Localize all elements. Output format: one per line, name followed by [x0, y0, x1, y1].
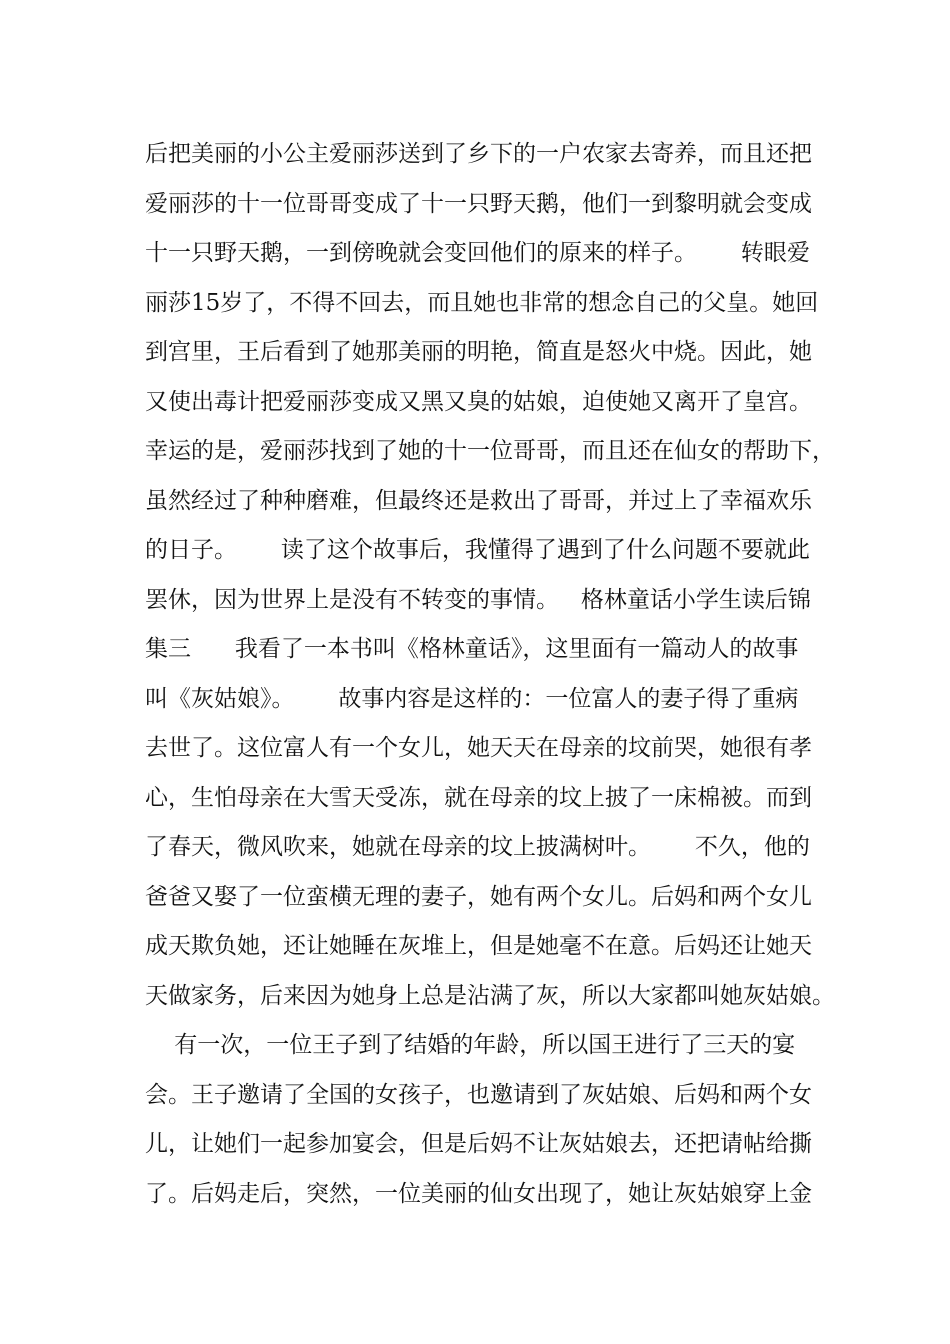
text-line: 成天欺负她，还让她睡在灰堆上，但是她毫不在意。后妈还让她天	[145, 933, 812, 959]
text-line: 爸爸又娶了一位蛮横无理的妻子，她有两个女儿。后妈和两个女儿	[145, 883, 812, 910]
body-text	[145, 130, 845, 1219]
text-line: 虽然经过了种种磨难，但最终还是救出了哥哥，并过上了幸福欢乐	[145, 487, 812, 514]
text-line: 又使出毒计把爱丽莎变成又黑又臭的姑娘，迫使她又离开了皇宫。	[145, 388, 812, 415]
text-line: 幸运的是，爱丽莎找到了她的十一位哥哥，而且还在仙女的帮助下，	[145, 438, 835, 464]
text-line: 丽莎15岁了，不得不回去，而且她也非常的想念自己的父皇。她回	[145, 289, 819, 316]
text-line: 集三 我看了一本书叫《格林童话》，这里面有一篇动人的故事	[145, 636, 799, 662]
text-line: 了。后妈走后，突然，一位美丽的仙女出现了，她让灰姑娘穿上金	[145, 1180, 812, 1207]
text-line: 后把美丽的小公主爱丽莎送到了乡下的一户农家去寄养，而且还把	[145, 141, 812, 167]
text-line: 叫《灰姑娘》。 故事内容是这样的：一位富人的妻子得了重病	[145, 685, 799, 712]
text-line: 爱丽莎的十一位哥哥变成了十一只野天鹅，他们一到黎明就会变成	[145, 190, 812, 217]
text-line: 儿，让她们一起参加宴会，但是后妈不让灰姑娘去，还把请帖给撕	[145, 1131, 812, 1157]
text-line: 有一次，一位王子到了结婚的年龄，所以国王进行了三天的宴	[145, 1032, 796, 1058]
text-line: 了春天，微风吹来，她就在母亲的坟上披满树叶。 不久，他的	[145, 834, 810, 860]
text-line: 罢休，因为世界上是没有不转变的事情。 格林童话小学生读后锦	[145, 586, 811, 613]
text-line: 会。王子邀请了全国的女孩子，也邀请到了灰姑娘、后妈和两个女	[145, 1081, 812, 1108]
text-line: 去世了。这位富人有一个女儿，她天天在母亲的坟前哭，她很有孝	[145, 735, 812, 761]
text-line: 心，生怕母亲在大雪天受冻，就在母亲的坟上披了一床棉被。而到	[145, 784, 812, 811]
text-line: 到宫里，王后看到了她那美丽的明艳，简直是怒火中烧。因此，她	[145, 339, 812, 365]
text-line: 的日子。 读了这个故事后，我懂得了遇到了什么问题不要就此	[145, 537, 810, 563]
text-line: 十一只野天鹅，一到傍晚就会变回他们的原来的样子。 转眼爱	[145, 240, 810, 266]
text-line: 天做家务，后来因为她身上总是沾满了灰，所以大家都叫她灰姑娘。	[145, 982, 835, 1009]
